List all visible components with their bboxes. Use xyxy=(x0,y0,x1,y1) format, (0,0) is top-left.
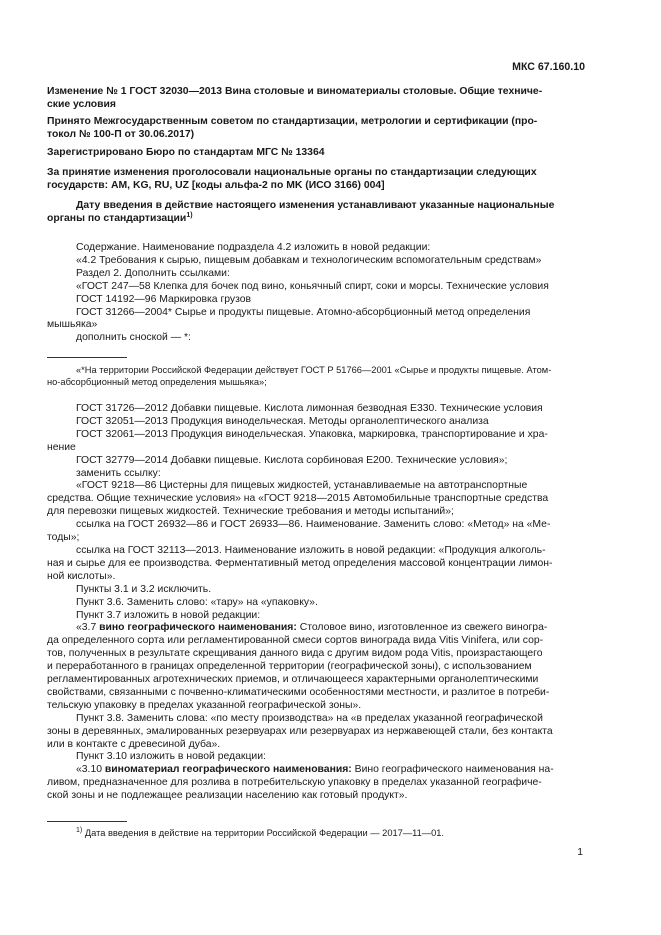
registration-note: Зарегистрировано Бюро по стандартам МГС № 13364 xyxy=(47,147,325,158)
effective-date-note: Дату введения в действие настоящего изменения устанавливают указанные национальные органы по стандартизации$^{1)}$ xyxy=(47,200,555,224)
footnote-reference: 1) xyxy=(186,211,193,219)
inline-footnote: «*На территории Российской Федерации действует ГОСТ Р 51766—2001 «Сырье и продукты пищевые. Атом- но-абсорбционный метод определения мышьяка»; xyxy=(47,365,552,387)
footnote-mark: 1) xyxy=(76,827,83,834)
clause-3-10: «3.10 виноматериал географического наименования: Вино географического наименования на- xyxy=(76,764,554,776)
amendment-body-part2: ГОСТ 31726—2012 Добавки пищевые. Кислота лимонная безводная Е330. Технические условия ГОСТ 32051—2013 Продукция винодельческая. Методы органолептического анализа ГОСТ 32061—2013 Продукция винодельческая. Упаковка, маркировка, транспортирование и хра- нение ГОСТ 32779—2014 Добавки пищевые. Кислота сорбиновая Е200. Технические условия»; заменить ссылку: «ГОСТ 9218—86 Цистерны для пищевых жидкостей, устанавливаемые на автотранспортные средства. Общие технические условия» на «ГОСТ 9218—2015 Автомобильные транспортные средства для перевозки пищевых жидкостей. Технические требования и методы испытаний»; ссылка на ГОСТ 26932—86 и ГОСТ 26933—86. Наименование. Заменить слово: «Метод» на «Ме- тоды»; ссылка на ГОСТ 32113—2013. Наименование изложить в новой редакции: «Продукция алкоголь- ная и сырье для ее производства. Ферментативный метод определения массовой концентрации лимон- ной кислоты». Пункты 3.1 и 3.2 исключить. Пункт 3.6. Заменить слово: «тару» на «упаковку». Пункт 3.7 изложить в новой редакции: «3.7 вино географического наименования: Столовое вино, изготовленное из свежего виногра- да определенного сорта или регламентированной смеси сортов винограда вида Vitis Vinifera, или сор- тов, полученных в результате скрещивания данного вида с другим видом рода Vitis, произрастающего и переработанного в границах определенной территории (географической зоны), с использованием регламентированных агротехнических приемов, и отличающееся характерными органолептическими свойствами, связанными с почвенно-климатическими особенностями местности, и разлитое в потреби- тельскую упаковку в пределах указанной географической зоны». Пункт 3.8. Заменить слова: «по месту производства» на «в пределах указанной географической зоны в деревянных, эмалированных резервуарах или резервуарах из нержавеющей стали, без контакта или в контакте с древесиной дуба». Пункт 3.10 изложить в новой редакции: «3.10 виноматериал географического наименования: Вино географического наименования на- ливом, предназначенное для розлива в потребительскую упаковку в пределах указанной географиче- ской зоны и не подлежащее реализации населению как готовый продукт». xyxy=(47,403,585,803)
amendment-title: Изменение № 1 ГОСТ 32030—2013 Вина столовые и виноматериалы столовые. Общие техниче- ские условия xyxy=(47,86,543,110)
amendment-body-part1: Содержание. Наименование подраздела 4.2 изложить в новой редакции: «4.2 Требования к сырью, пищевым добавкам и технологическим вспомогательным средствам» Раздел 2. Дополнить ссылками: «ГОСТ 247—58 Клепка для бочек под вино, коньячный спирт, соки и морсы. Технические условия ГОСТ 14192—96 Маркировка грузов ГОСТ 31266—2004* Сырье и продукты пищевые. Атомно-абсорбционный метод определения мышьяка» дополнить сноской — *: xyxy=(47,242,549,344)
page-number: 1 xyxy=(577,847,583,858)
page-footnote: $^{1)}$ Дата введения в действие на территории Российской Федерации — 2017—11—01. xyxy=(76,827,444,838)
mks-code: МКС 67.160.10 xyxy=(512,61,585,73)
voting-note: За принятие изменения проголосовали национальные органы по стандартизации следующих государств: AM, KG, RU, UZ [коды альфа-2 по MK (ИСО 3166) 004] xyxy=(47,167,537,191)
page-footnote-separator xyxy=(47,821,127,822)
adoption-note: Принято Межгосударственным советом по стандартизации, метрологии и сертификации (про- токол № 100-П от 30.06.2017) xyxy=(47,116,538,140)
footnote-separator xyxy=(47,357,127,358)
clause-3-7: «3.7 вино географического наименования: Столовое вино, изготовленное из свежего виногра- xyxy=(76,622,548,634)
